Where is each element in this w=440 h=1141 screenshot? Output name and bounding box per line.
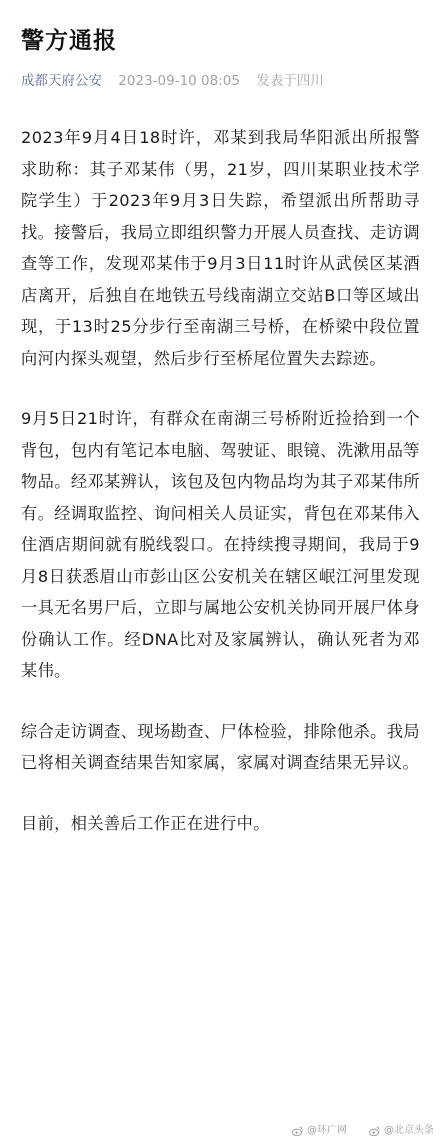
watermark-left-text: @环广网 bbox=[307, 1125, 347, 1136]
article-paragraph: 9月5日21时许，有群众在南湖三号桥附近捡拾到一个背包，包内有笔记本电脑、驾驶证、眼镜、洗漱用品等物品。经邓某辨认，该包及包内物品均为其子邓某伟所有。经调取监控、询问相关人员证实，背包在邓某伟入住酒店期间就有脱线裂口。在持续搜寻期间，我局于9月8日获悉眉山市彭山区公安机关在辖区岷江河里发现一具无名男尸后，立即与属地公安机关协同开展尸体身份确认工作。经DNA比对及家属辨认，确认死者为邓某伟。 bbox=[21, 409, 420, 680]
publish-time: 2023-09-10 08:05 bbox=[118, 73, 240, 89]
watermark-right-text: @北京头条 bbox=[384, 1125, 434, 1136]
publish-location: 发表于四川 bbox=[256, 73, 324, 89]
article-paragraph: 2023年9月4日18时许，邓某到我局华阳派出所报警求助称：其子邓某伟（男，21岁，四川某职业技术学院学生）于2023年9月3日失踪，希望派出所帮助寻找。接警后，我局立即组织警力开展人员查找、走访调查等工作，发现邓某伟于9月3日11时许从武侯区某酒店离开，后独自在地铁五号线南湖立交站B口等区域出现，于13时25分步行至南湖三号桥，在桥梁中段位置向河内探头观望，然后步行至桥尾位置失去踪迹。 bbox=[21, 128, 420, 368]
image-watermark bbox=[292, 1124, 434, 1138]
article-paragraph: 综合走访调查、现场勘查、尸体检验，排除他杀。我局已将相关调查结果告知家属，家属对调查结果无异议。 bbox=[21, 721, 420, 772]
article-title: 警方通报 bbox=[21, 28, 117, 54]
weibo-icon bbox=[369, 1126, 380, 1137]
source-account-link[interactable]: 成都天府公安 bbox=[21, 73, 102, 89]
article-meta bbox=[21, 71, 420, 91]
article-paragraph: 目前，相关善后工作正在进行中。 bbox=[21, 813, 270, 833]
article-body bbox=[21, 122, 420, 839]
weibo-icon bbox=[292, 1126, 303, 1137]
